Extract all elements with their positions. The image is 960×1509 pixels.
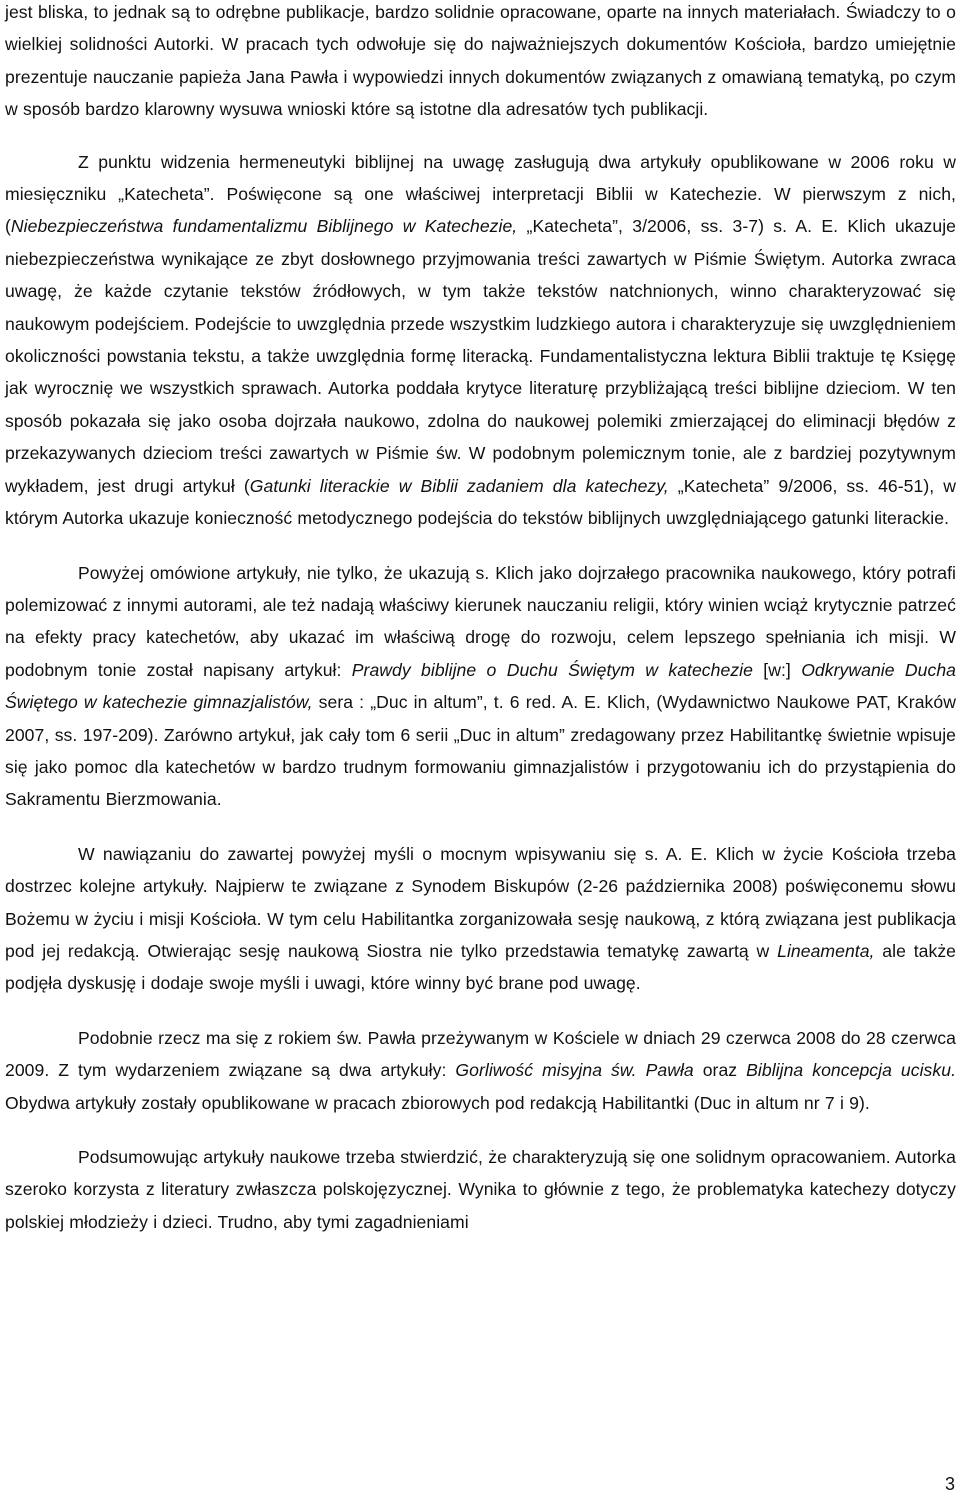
paragraph-3 [5,557,956,816]
paragraph-2 [5,146,956,535]
book-title-italic: Odkrywanie Ducha Świętego w katechezie gimnazjalistów, [5,659,957,713]
paragraph-text: Z punktu widzenia hermeneutyki biblijnej na uwagę zasługują dwa artykuły opublikowane w 2006 roku w miesięczniku „Katecheta”. Poświęcone są one właściwej interpretacji Biblii w Katechezie. W pierwszym z nich, ( [5,151,956,237]
page-number: 3 [944,1474,955,1494]
paragraph-text: W nawiązaniu do zawartej powyżej myśli o mocnym wpisywaniu się s. A. E. Klich w życie Kościoła trzeba dostrzec kolejne artykuły. Najpierw te związane z Synodem Biskupów (2-26 października 2008) poświęconemu słowu Bożemu w życiu i misji Kościoła. W tym celu Habilitantka zorganizowała sesję naukową, z którą związana jest publikacja pod jej redakcją. Otwierając sesję naukową Siostra nie tylko przedstawia tematykę zawartą w [5,843,956,961]
paragraph-1 [5,0,956,126]
paragraph-text: jest bliska, to jednak są to odrębne publikacje, bardzo solidnie opracowane, oparte na innych materiałach. Świadczy to o wielkiej solidności Autorki. W pracach tych odwołuje się do najważniejszych dokumentów Kościoła, bardzo umiejętnie prezentuje nauczanie papieża Jana Pawła i wypowiedzi innych dokumentów związanych z omawianą tematyką, po czym w sposób bardzo klarowny wysuwa wnioski które są istotne dla adresatów tych publikacji. [5,2,956,120]
document-title-italic: Lineamenta, [777,940,875,961]
paragraph-text: „Katecheta” 9/2006, ss. 46-51), w którym Autorka ukazuje konieczność metodycznego podejścia do tekstów biblijnych uwzględniającego gatunki literackie. [5,475,956,529]
paragraph-text: oraz [693,1060,747,1081]
article-title-italic: Gorliwość misyjna św. Pawła [455,1060,694,1081]
article-title-italic: Prawdy biblijne o Duchu Świętym w katechezie [351,659,753,680]
paragraph-text: Powyżej omówione artykuły, nie tylko, że ukazują s. Klich jako dojrzałego pracownika naukowego, który potrafi polemizować z innymi autorami, ale też nadają właściwy kierunek nauczaniu religii, który winien wciąż krytycznie patrzeć na efekty pracy katechetów, aby ukazać im właściwą drogę do rozwoju, celem lepszego spełniania ich misji. W podobnym tonie został napisany artykuł: [5,562,956,680]
paragraph-text: Podsumowując artykuły naukowe trzeba stwierdzić, że charakteryzują się one solidnym opracowaniem. Autorka szeroko korzysta z literatury zwłaszcza polskojęzycznej. Wynika to głównie z tego, że problematyka katechezy dotyczy polskiej młodzieży i dzieci. Trudno, aby tymi zagadnieniami [5,1147,956,1232]
paragraph-text: „Katecheta”, 3/2006, ss. 3-7) s. A. E. Klich ukazuje niebezpieczeństwa wynikające ze zbyt dosłownego przyjmowania treści zawartych w Piśmie Świętym. Autorka zwraca uwagę, że każde czytanie tekstów źródłowych, w tym także tekstów natchnionych, winno charakteryzować się naukowym podejściem. Podejście to uwzględnia przede wszystkim ludzkiego autora i charakteryzuje się uwzględnieniem okoliczności powstania tekstu, a także uwzględnia formę literacką. Fundamentalistyczna lektura Biblii traktuje tę Księgę jak wyrocznię we wszystkich sprawach. Autorka poddała krytyce literaturę przybliżającą treści biblijne dzieciom. W ten sposób pokazała się jako osoba dojrzała naukowo, zdolna do naukowej polemiki zmierzającej do eliminacji błędów z przekazywanych dzieciom treści zawartych w Piśmie św. W podobnym polemicznym tonie, ale z bardziej pozytywnym wykładem, jest drugi artykuł ( [5,216,957,496]
article-title-italic: Biblijna koncepcja ucisku. [746,1060,957,1081]
paragraph-5 [5,1022,956,1119]
article-title-italic: Gatunki literackie w Biblii zadaniem dla katechezy, [249,475,669,496]
paragraph-6 [5,1141,956,1238]
paragraph-text: Podobnie rzecz ma się z rokiem św. Pawła przeżywanym w Kościele w dniach 29 czerwca 2008 do 28 czerwca 2009. Z tym wydarzeniem związane są dwa artykuły: [5,1027,956,1081]
paragraph-4 [5,838,956,1000]
paragraph-text: [w:] [752,659,802,680]
paragraph-text: ale także podjęła dyskusję i dodaje swoje myśli i uwagi, które winny być brane pod uwagę. [5,940,957,994]
paragraph-text: Obydwa artykuły zostały opublikowane w pracach zbiorowych pod redakcją Habilitantki (Duc in altum nr 7 i 9). [5,1092,870,1113]
article-title-italic: Niebezpieczeństwa fundamentalizmu Biblijnego w Katechezie, [10,216,518,237]
paragraph-text: sera : „Duc in altum”, t. 6 red. A. E. Klich, (Wydawnictwo Naukowe PAT, Kraków 2007, ss. 197-209). Zarówno artykuł, jak cały tom 6 serii „Duc in altum” zredagowany przez Habilitantkę świetnie wpisuje się jako pomoc dla katechetów w bardzo trudnym formowaniu gimnazjalistów i przygotowaniu ich do przystąpienia do Sakramentu Bierzmowania. [5,692,956,810]
